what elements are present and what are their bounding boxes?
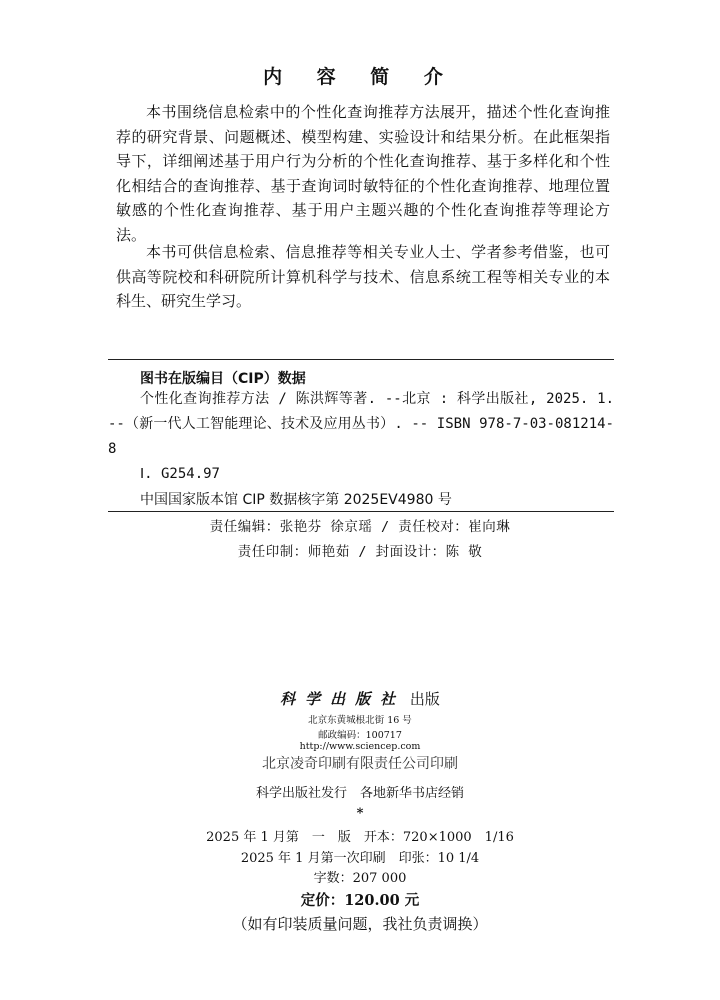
- printer-name: 北京凌奇印刷有限责任公司印刷: [262, 756, 458, 772]
- credits-editors: 责任编辑：张艳芬 徐京瑶 / 责任校对：崔向琳: [209, 519, 511, 535]
- edition-line-2: 2025 年 1 月第一次印刷 印张：10 1/4: [240, 851, 480, 866]
- price: 定价：120.00 元: [300, 892, 420, 909]
- summary-paragraph-1: 本书围绕信息检索中的个性化查询推荐方法展开，描述个性化查询推荐的研究背景、问题概述、模型构建、实验设计和结果分析。在此框架指导下，详细阐述基于用户行为分析的个性化查询推荐、基于多样化和个性化相结合的查询推荐、基于查询词时敏特征的个性化查询推荐、地理位置敏感的个性化查询推荐、基于用户主题兴趣的个性化查询推荐等理论方法。: [116, 103, 610, 244]
- summary-paragraph-2: 本书可供信息检索、信息推荐等相关专业人士、学者参考借鉴，也可供高等院校和科研院所计算机科学与技术、信息系统工程等相关专业的本科生、研究生学习。: [116, 243, 610, 310]
- publisher-address: 北京东黄城根北街 16 号: [308, 715, 412, 726]
- cip-verification: 中国国家版本馆 CIP 数据核字第 2025EV4980 号: [140, 492, 452, 508]
- publisher-suffix: 出版: [409, 690, 440, 708]
- cip-classification: Ⅰ. G254.97: [140, 466, 220, 482]
- cip-heading: 图书在版编目（CIP）数据: [140, 371, 306, 387]
- page-title: 内 容 简 介: [263, 66, 457, 88]
- edition-line-1: 2025 年 1 月第 一 版 开本：720×1000 1/16: [206, 830, 514, 845]
- separator-star: *: [356, 806, 364, 821]
- publisher-logo-text: 科学出版社: [280, 690, 406, 708]
- credits-production: 责任印制：师艳茹 / 封面设计：陈 敬: [237, 544, 483, 560]
- quality-note: （如有印装质量问题，我社负责调换）: [232, 915, 488, 933]
- publisher-website: http://www.sciencep.com: [299, 741, 421, 752]
- cip-record: 个性化查询推荐方法 / 陈洪辉等著. --北京 : 科学出版社, 2025. 1. --（新一代人工智能理论、技术及应用丛书）. -- ISBN 978-7-03-081214-8: [108, 391, 614, 457]
- distribution-line: 科学出版社发行 各地新华书店经销: [255, 786, 464, 801]
- publisher-postcode: 邮政编码：100717: [318, 730, 402, 741]
- publisher-name: [0, 688, 720, 709]
- word-count: 字数：207 000: [313, 871, 407, 886]
- cip-bottom-rule: [108, 511, 614, 512]
- cip-top-rule: [108, 359, 614, 360]
